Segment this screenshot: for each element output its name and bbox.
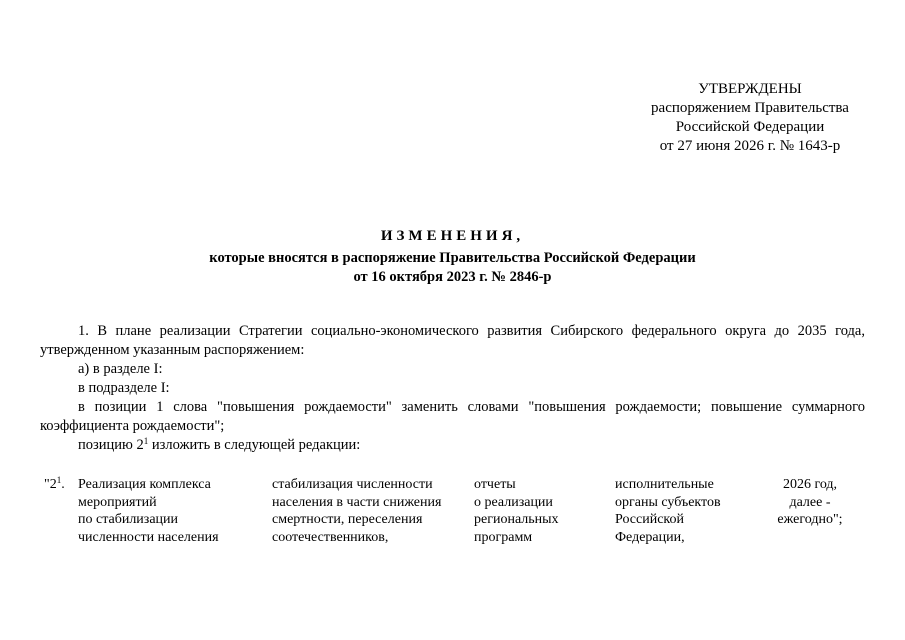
table-cell: программ <box>474 529 533 545</box>
table-cell: по стабилизации <box>78 512 179 527</box>
approval-block <box>600 80 900 156</box>
approval-title: УТВЕРЖДЕНЫ <box>698 81 802 97</box>
table-cell: Реализация комплекса <box>78 477 211 492</box>
row-number-prefix: "2 <box>44 477 57 492</box>
paragraph-1: 1. В плане реализации Стратегии социально-экономического развития Сибирского федерального округа до 2035 года, утвержденном указанным распоряжением: <box>40 323 865 358</box>
table-cell: соотечественников, <box>272 529 389 545</box>
table-cell: Федерации, <box>615 529 685 545</box>
table-column-goal <box>272 476 441 546</box>
approval-line-3: от 27 июня 2026 г. № 1643-р <box>659 138 841 154</box>
paragraph-subsection: в подразделе I: <box>78 380 170 396</box>
approval-line-1: распоряжением Правительства <box>651 100 849 116</box>
table-cell: далее - <box>789 494 831 510</box>
table-cell: населения в части снижения <box>272 494 442 510</box>
table-row-number <box>44 476 65 494</box>
paragraph-position-2 <box>78 436 858 455</box>
document-title: ИЗМЕНЕНИЯ, <box>380 228 525 244</box>
approval-line-2: Российской Федерации <box>675 119 825 135</box>
table-cell: стабилизация численности <box>272 477 433 492</box>
table-cell: численности населения <box>78 529 219 545</box>
table-cell: Российской <box>615 512 684 527</box>
table-column-report <box>474 476 559 546</box>
table-cell: смертности, переселения <box>272 512 423 527</box>
table-cell: 2026 год, <box>782 477 838 492</box>
table-cell: отчеты <box>474 477 516 492</box>
row-number-superscript: 1 <box>56 475 62 485</box>
table-column-measure <box>78 476 219 546</box>
table-column-executors <box>615 476 721 546</box>
table-cell: исполнительные <box>615 477 714 492</box>
paragraph-section-a: а) в разделе I: <box>78 361 163 377</box>
subtitle-line-1: которые вносятся в распоряжение Правительства Российской Федерации <box>209 250 696 266</box>
document-subtitle <box>0 249 905 287</box>
table-cell: мероприятий <box>78 494 157 510</box>
table-column-deadline <box>760 476 860 529</box>
table-cell: о реализации <box>474 494 553 510</box>
table-cell: ежегодно"; <box>777 512 843 527</box>
table-cell: органы субъектов <box>615 494 721 510</box>
subtitle-line-2: от 16 октября 2023 г. № 2846-р <box>353 269 552 285</box>
table-cell: региональных <box>474 512 559 527</box>
paragraph-position-1: в позиции 1 слова "повышения рождаемости" заменить словами "повышения рождаемости; повышение суммарного коэффициента рождаемости"; <box>40 399 865 434</box>
position-text-after: изложить в следующей редакции: <box>148 437 361 453</box>
position-text-before: позицию 2 <box>78 437 144 453</box>
row-number-suffix: . <box>61 477 65 492</box>
position-superscript: 1 <box>143 436 149 446</box>
